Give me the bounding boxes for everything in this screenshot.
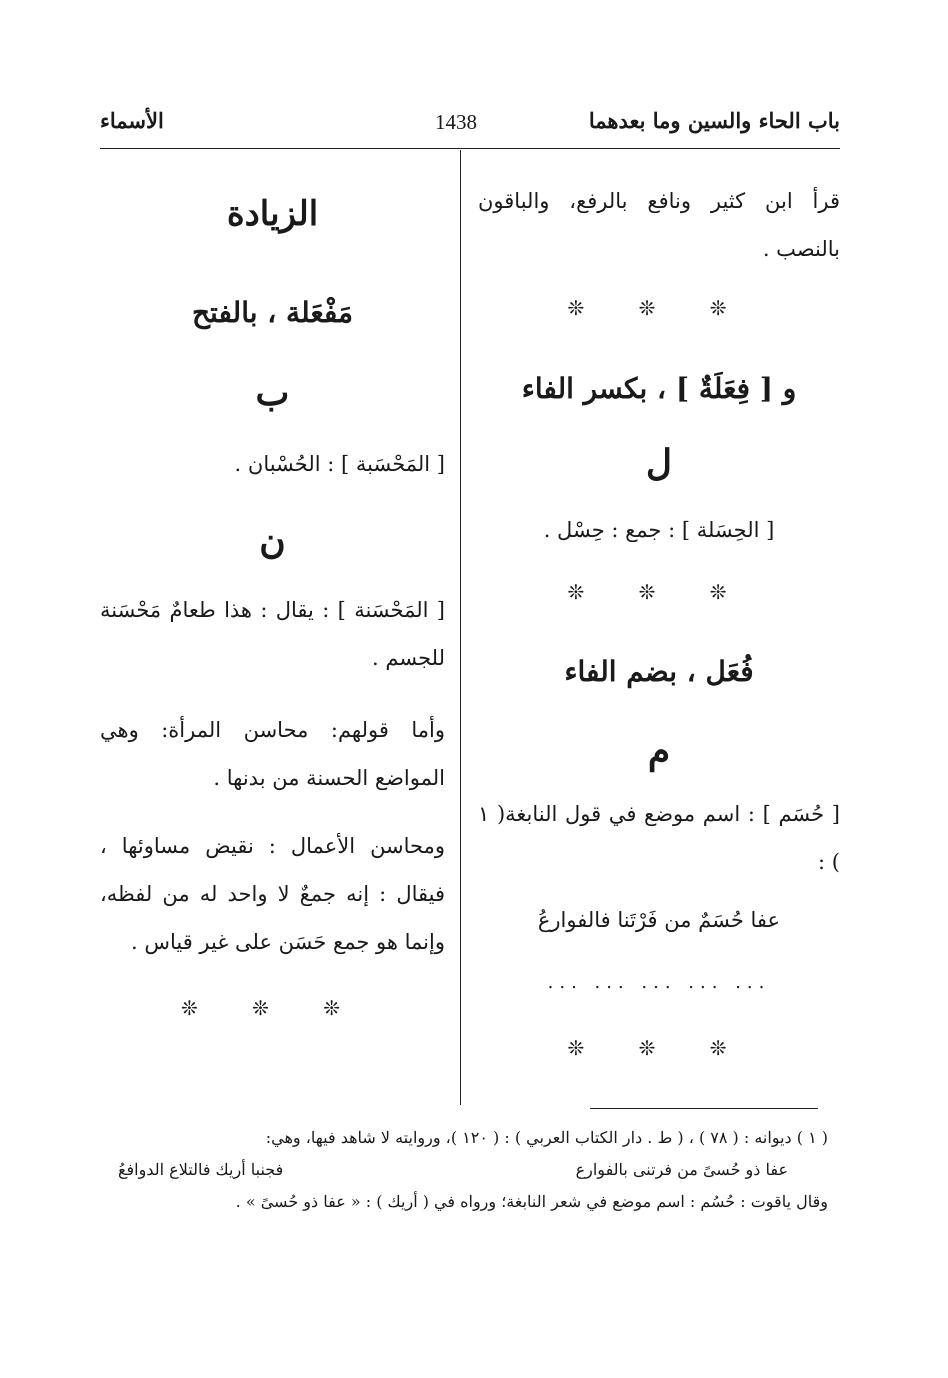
intro-paragraph: قرأ ابن كثير ونافع بالرفع، والباقون بالنصب . (478, 189, 840, 261)
page-number: 1438 (435, 110, 477, 134)
heading-fual: فُعَل ، بضم الفاء (564, 655, 754, 688)
stars-separator: ❊ ❊ ❊ (567, 580, 751, 604)
entry-mahasin-amal: ومحاسن الأعمال : نقيض مساوئها ، فيقال : إنه جمعٌ لا واحد له من لفظه، وإنما هو جمع حَسَن على غير قياس . (100, 834, 445, 954)
footnotes (118, 1122, 828, 1218)
stars-separator: ❊ ❊ ❊ (567, 296, 751, 320)
left-column (100, 150, 445, 1110)
footnote-verse-first: عفا ذو حُسىً من فرتنى بالفوارع (575, 1160, 788, 1179)
footnote-rule (590, 1108, 818, 1109)
footnote-verse-second: فجنبا أريك فالتلاع الدوافعُ (118, 1160, 284, 1179)
entry-mahsanah: [ المَحْسَنة ] : يقال : هذا طعامٌ مَحْسَنة للجسم . (100, 598, 445, 670)
heading-fialah: و [ فِعَلَةٌ ] ، بكسر الفاء (521, 372, 797, 405)
heading-mafalah: مَفْعَلة ، بالفتح (191, 296, 354, 329)
letter-lam: ل (645, 442, 673, 484)
entry-husam: [ حُسَم ] : اسم موضع في قول النابغة( ١ ) : (478, 802, 840, 874)
verse-line: عفا حُسَمٌ من فَرْتَنا فالفوارعُ (537, 908, 781, 932)
right-column (478, 150, 840, 1110)
column-divider (460, 150, 461, 1105)
page-header (100, 108, 840, 148)
verse-ellipsis: ... ... ... ... ... (547, 972, 771, 993)
chapter-title: باب الحاء والسين وما بعدهما (588, 108, 840, 133)
header-rule (100, 148, 840, 149)
letter-mim: م (647, 730, 671, 772)
stars-separator: ❊ ❊ ❊ (567, 1036, 751, 1060)
stars-separator: ❊ ❊ ❊ (181, 996, 364, 1020)
heading-ziyadah: الزيادة (226, 194, 319, 234)
entry-mahsabah: [ المَحْسَبة ] : الحُسْبان . (234, 452, 445, 476)
footnote-line: ( ١ ) ديوانه : ( ٧٨ ) ، ( ط . دار الكتاب العربي ) : ( ١٢٠ )، وروايته لا شاهد فيها، وهي: (265, 1128, 828, 1147)
entry-mahasin-marah: وأما قولهم: محاسن المرأة: وهي المواضع الحسنة من بدنها . (100, 718, 445, 790)
footnote-verse (118, 1154, 828, 1186)
footnote-line: وقال ياقوت : حُسُم : اسم موضع في شعر النابغة؛ ورواه في ( أريك ) : « عفا ذو حُسىً » . (235, 1192, 828, 1211)
letter-nun: ن (259, 520, 286, 562)
section-title: الأسماء (100, 108, 164, 133)
entry-hasalah: [ الحِسَلة ] : جمع : حِسْل . (543, 518, 775, 542)
letter-ba: ب (255, 372, 290, 414)
